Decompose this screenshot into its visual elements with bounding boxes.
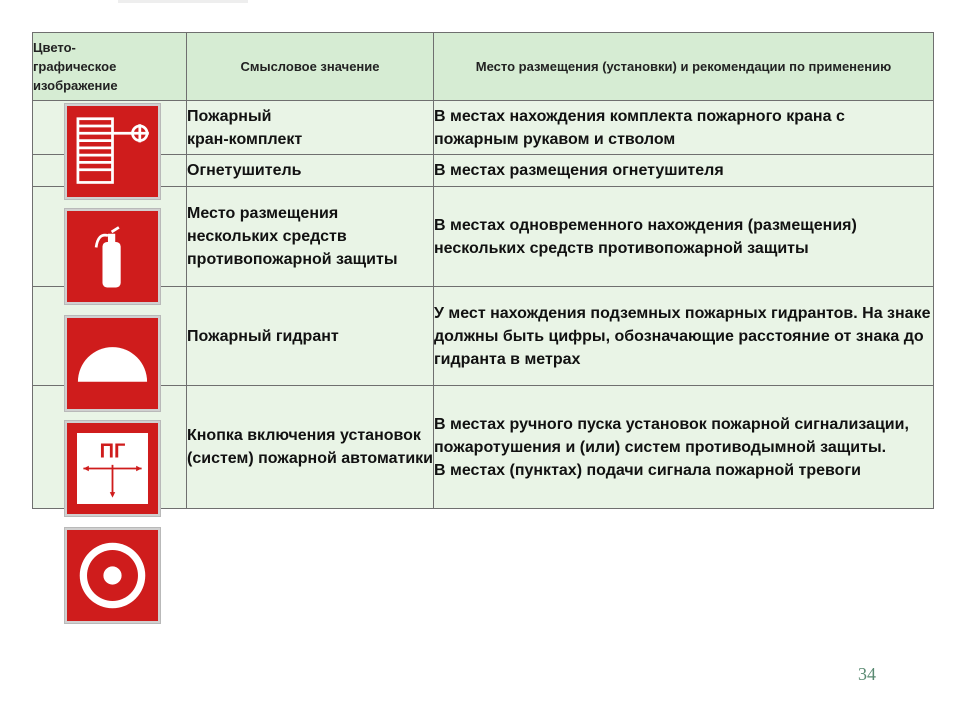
header-placement-label: Место размещения (установки) и рекомендации по применению	[475, 59, 892, 74]
table-row	[33, 287, 934, 386]
page-number: 34	[858, 664, 876, 684]
table-header-row	[33, 33, 934, 101]
placement-text: У мест нахождения подземных пожарных гидрантов. На знаке должны быть цифры, обозначающие расстояние от знака до гидранта в метрах	[434, 304, 931, 368]
placement-cell	[434, 287, 934, 386]
hydrant-sign-text: ПГ	[99, 440, 126, 463]
header-meaning-column	[187, 33, 434, 101]
fire-equipment-sign	[65, 316, 160, 411]
meaning-cell	[187, 101, 434, 155]
header-meaning-label: Смысловое значение	[240, 59, 380, 74]
fire-alarm-button-icon	[67, 530, 158, 621]
fire-hose-reel-sign	[65, 104, 160, 199]
fire-hose-reel-icon	[67, 106, 158, 197]
fire-signs-table	[32, 32, 934, 509]
table-row	[33, 386, 934, 509]
meaning-text: Кнопка включения установок (систем) пожарной автоматики	[187, 427, 433, 467]
placement-cell	[434, 101, 934, 155]
header-image-label: Цвето- графическое изображение	[33, 40, 118, 93]
meaning-text: Огнетушитель	[187, 162, 302, 179]
placement-text: В местах ручного пуска установок пожарной сигнализации, пожаротушения и (или) систем противодымной защиты. В местах (пунктах) подачи сигнала пожарной тревоги	[434, 415, 909, 479]
fire-equipment-dome-icon	[67, 318, 158, 409]
meaning-cell	[187, 155, 434, 187]
placement-cell	[434, 187, 934, 287]
table-row	[33, 155, 934, 187]
fire-hydrant-sign	[65, 421, 160, 516]
meaning-text: Место размещения нескольких средств противопожарной защиты	[187, 205, 398, 268]
fire-extinguisher-sign	[65, 209, 160, 304]
meaning-text: Пожарный кран-комплект	[187, 107, 303, 148]
fire-extinguisher-icon	[67, 211, 158, 302]
placement-text: В местах нахождения комплекта пожарного крана с пожарным рукавом и стволом	[434, 107, 845, 148]
fire-alarm-button-sign	[65, 528, 160, 623]
header-image-column	[33, 33, 187, 101]
header-placement-column	[434, 33, 934, 101]
placement-text: В местах размещения огнетушителя	[434, 162, 724, 179]
meaning-cell	[187, 187, 434, 287]
placement-cell	[434, 155, 934, 187]
table-row	[33, 101, 934, 155]
table-row	[33, 187, 934, 287]
placement-text: В местах одновременного нахождения (размещения) нескольких средств противопожарной защиты	[434, 216, 857, 257]
top-decoration	[118, 0, 248, 3]
placement-cell	[434, 386, 934, 509]
meaning-cell	[187, 386, 434, 509]
meaning-cell	[187, 287, 434, 386]
meaning-text: Пожарный гидрант	[187, 327, 339, 345]
fire-hydrant-pg-icon	[67, 423, 158, 514]
